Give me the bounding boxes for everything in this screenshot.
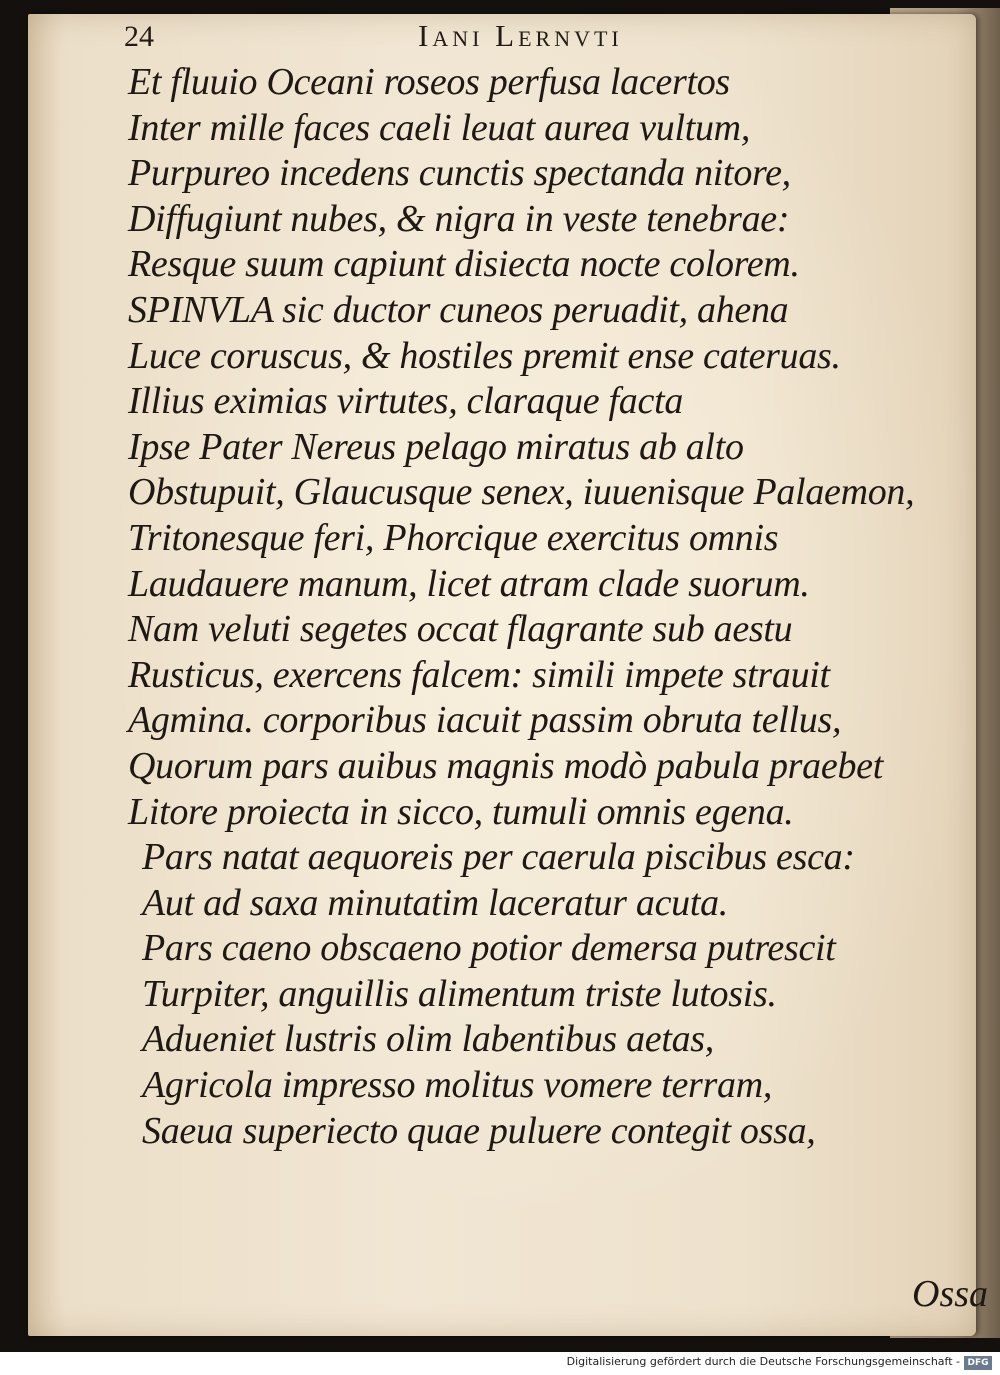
verse-line: Turpiter, anguillis alimentum triste lutosis. <box>142 972 777 1015</box>
verse-line: Resque suum capiunt disiecta nocte colorem. <box>128 243 800 286</box>
book-page <box>28 14 989 1336</box>
verse-line: Agricola impresso molitus vomere terram, <box>142 1064 773 1107</box>
verse-block <box>128 60 988 1154</box>
verse-line: Adueniet lustris olim labentibus aetas, <box>142 1018 714 1061</box>
verse-line: Inter mille faces caeli leuat aurea vultum, <box>128 106 751 149</box>
verse-line: Saeua superiecto quae puluere contegit ossa, <box>142 1109 816 1152</box>
verse-line: Pars caeno obscaeno potior demersa putrescit <box>142 927 836 970</box>
running-head: Iani Lernvti <box>418 18 623 53</box>
verse-line: Illius eximias virtutes, claraque facta <box>128 380 684 423</box>
verse-line: Agmina. corporibus iacuit passim obruta tellus, <box>128 699 842 742</box>
catchword: Ossa <box>912 1273 989 1315</box>
verse-line: Pars natat aequoreis per caerula piscibus esca: <box>142 836 855 879</box>
verse-line: Laudauere manum, licet atram clade suorum. <box>128 562 810 605</box>
verse-line: Luce coruscus, & hostiles premit ense cateruas. <box>128 334 841 377</box>
verse-line: Et fluuio Oceani roseos perfusa lacertos <box>128 61 730 103</box>
verse-line: SPINVLA sic ductor cuneos peruadit, ahena <box>128 288 789 331</box>
verse-line: Tritonesque feri, Phorcique exercitus omnis <box>128 516 779 559</box>
verse-line: Ipse Pater Nereus pelago miratus ab alto <box>128 425 744 468</box>
footer-credit: Digitalisierung gefördert durch die Deutsche Forschungsgemeinschaft - <box>566 1355 960 1368</box>
verse-line: Diffugiunt nubes, & nigra in veste tenebrae: <box>128 197 790 240</box>
digitization-footer <box>0 1352 1000 1375</box>
page-number: 24 <box>124 20 154 53</box>
verse-line: Quorum pars auibus magnis modò pabula praebet <box>128 744 883 787</box>
verse-line: Aut ad saxa minutatim laceratur acuta. <box>142 881 728 924</box>
verse-line: Nam veluti segetes occat flagrante sub aestu <box>128 608 793 651</box>
dfg-logo-icon: DFG <box>964 1356 992 1370</box>
verse-line: Purpureo incedens cunctis spectanda nitore, <box>128 152 791 195</box>
verse-line: Rusticus, exercens falcem: simili impete strauit <box>128 653 830 696</box>
verse-line: Litore proiecta in sicco, tumuli omnis egena. <box>128 790 794 833</box>
verse-line: Obstupuit, Glaucusque senex, iuuenisque Palaemon, <box>128 471 915 514</box>
